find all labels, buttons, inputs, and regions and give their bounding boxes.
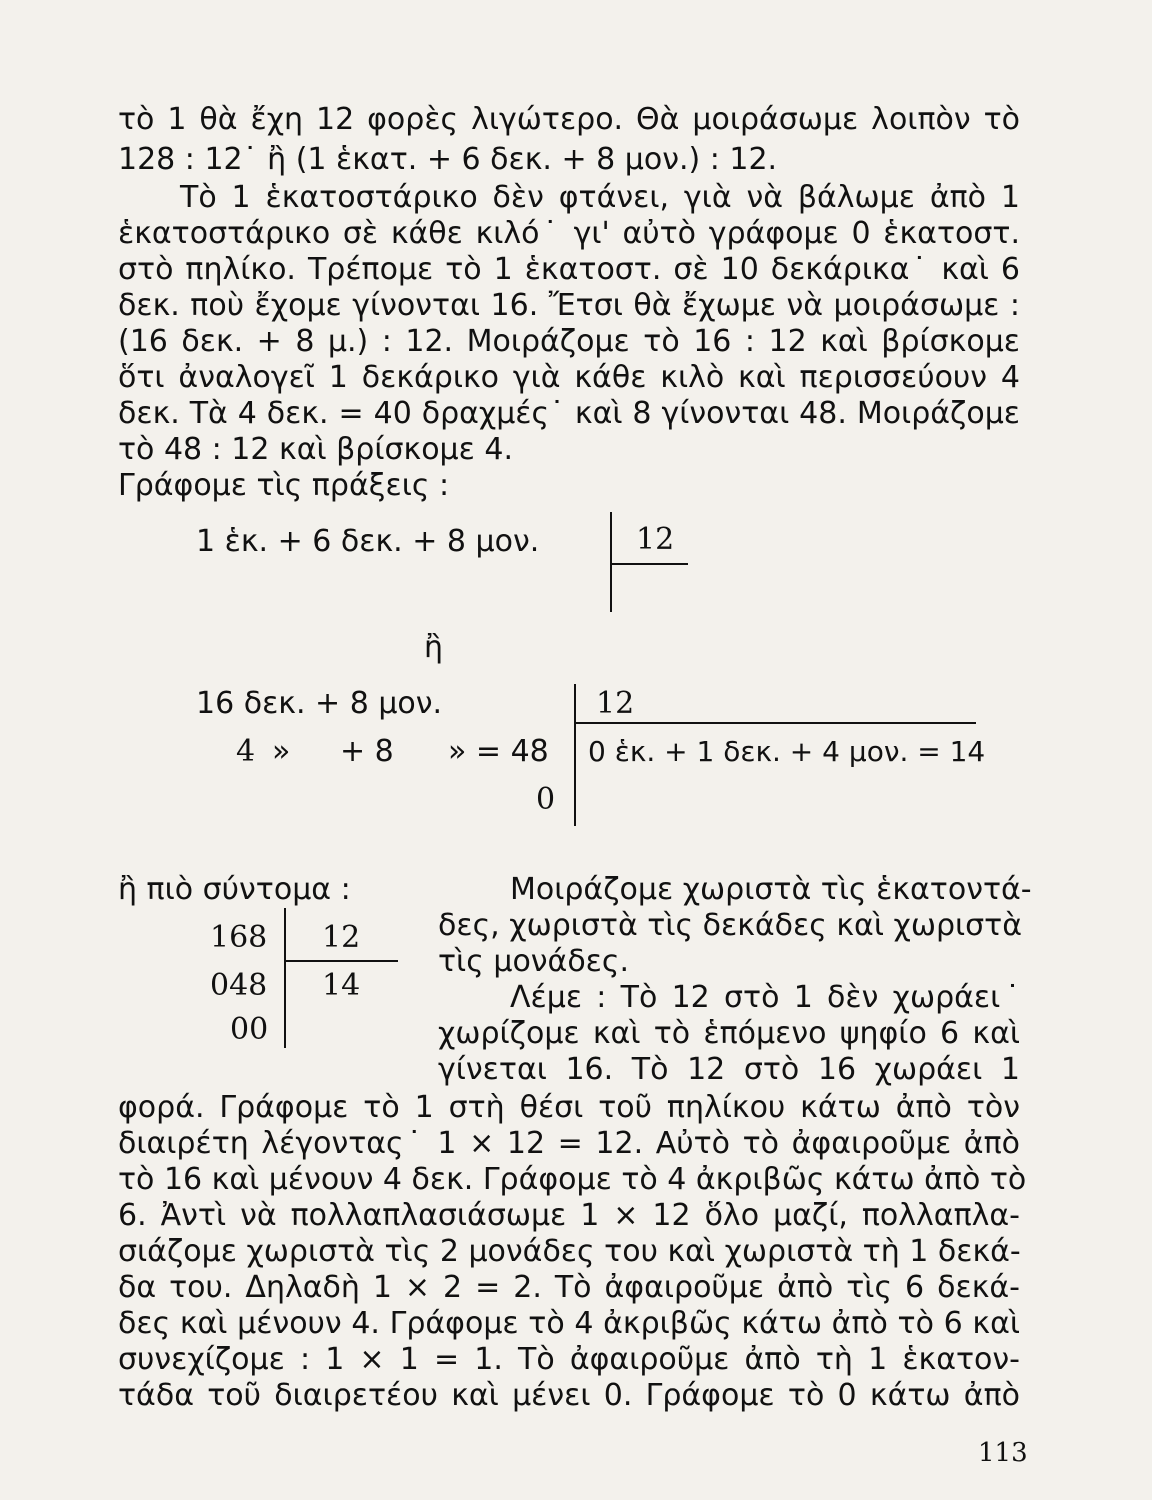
text-line: δες καὶ μένουν 4. Γράφομε τὸ 4 ἀκριβῶς κάτω ἀπὸ τὸ 6 καὶ (118, 1306, 1020, 1341)
text-line: δα του. Δηλαδὴ 1 × 2 = 2. Τὸ ἀφαιροῦμε ἀπὸ τὶς 6 δεκά- (118, 1270, 1020, 1305)
text-line: ὅτι ἀναλογεῖ 1 δεκάρικο γιὰ κάθε κιλὸ καὶ περισσεύουν 4 (118, 360, 1020, 395)
text-line: στὸ πηλίκο. Τρέπομε τὸ 1 ἑκατοστ. σὲ 10 δεκάρικα˙ καὶ 6 (118, 252, 1020, 287)
text-line: χωρίζομε καὶ τὸ ἑπόμενο ψηφίο 6 καὶ (438, 1016, 1020, 1051)
text-line: τὶς μονάδες. (438, 944, 630, 979)
division2-row2-a: 4 (236, 734, 256, 769)
text-line: τάδα τοῦ διαιρετέου καὶ μένει 0. Γράφομε τὸ 0 κάτω ἀπὸ (118, 1378, 1020, 1413)
text-line: δεκ. ποὺ ἔχομε γίνονται 16. Ἔτσι θὰ ἔχωμε νὰ μοιράσωμε : (118, 288, 1020, 323)
division2-row1: 16 δεκ. + 8 μον. (196, 686, 443, 721)
or-word: ἢ (424, 630, 444, 665)
division-vertical-rule (284, 908, 286, 1048)
text-line: 6. Ἀντὶ νὰ πολλαπλασιάσωμε 1 × 12 ὅλο μαζί, πολλαπλα- (118, 1198, 1020, 1233)
text-line: 128 : 12˙ ἢ (1 ἑκατ. + 6 δεκ. + 8 μον.) : 12. (118, 142, 778, 177)
division1-dividend: 1 ἑκ. + 6 δεκ. + 8 μον. (196, 524, 540, 559)
division2-row2-c: + 8 (340, 734, 394, 769)
text-line: δεκ. Τὰ 4 δεκ. = 40 δραχμές˙ καὶ 8 γίνονται 48. Μοιράζομε (118, 396, 1020, 431)
division2-quotient: 0 ἑκ. + 1 δεκ. + 4 μον. = 14 (588, 735, 986, 768)
division3-remainder2: 00 (230, 1012, 269, 1047)
text-line: διαιρέτη λέγοντας˙ 1 × 12 = 12. Αὐτὸ τὸ ἀφαιροῦμε ἀπὸ (118, 1126, 1020, 1161)
division-vertical-rule (610, 512, 612, 612)
text-line: Τὸ 1 ἑκατοστάρικο δὲν φτάνει, γιὰ νὰ βάλωμε ἀπὸ 1 (180, 180, 1020, 215)
division2-row2-d: » = 48 (448, 734, 549, 769)
text-line: τὸ 1 θὰ ἔχη 12 φορὲς λιγώτερο. Θὰ μοιράσωμε λοιπὸν τὸ (118, 102, 1020, 137)
text-line: συνεχίζομε : 1 × 1 = 1. Τὸ ἀφαιροῦμε ἀπὸ τὴ 1 ἑκατον- (118, 1342, 1020, 1377)
division2-row3: 0 (536, 782, 556, 817)
division-horizontal-rule (286, 960, 398, 962)
text-line: δες, χωριστὰ τὶς δεκάδες καὶ χωριστὰ (438, 908, 1023, 943)
division-horizontal-rule (612, 563, 688, 565)
page-number: 113 (978, 1438, 1028, 1468)
division3-remainder1: 048 (210, 968, 268, 1003)
text-line: (16 δεκ. + 8 μ.) : 12. Μοιράζομε τὸ 16 : 12 καὶ βρίσκομε (118, 324, 1020, 359)
text-line: Λέμε : Τὸ 12 στὸ 1 δὲν χωράει˙ (510, 980, 1020, 1015)
division-vertical-rule (574, 684, 576, 826)
division3-quotient: 14 (322, 968, 361, 1003)
text-line: τὸ 48 : 12 καὶ βρίσκομε 4. (118, 432, 514, 467)
text-line: ἑκατοστάρικο σὲ κάθε κιλό˙ γι' αὐτὸ γράφομε 0 ἑκατοστ. (118, 216, 1020, 251)
text-line: γίνεται 16. Τὸ 12 στὸ 16 χωράει 1 (438, 1052, 1020, 1087)
division-horizontal-rule (576, 722, 976, 724)
text-line: τὸ 16 καὶ μένουν 4 δεκ. Γράφομε τὸ 4 ἀκριβῶς κάτω ἀπὸ τὸ (118, 1162, 1027, 1197)
division3-dividend: 168 (210, 920, 268, 955)
division3-divisor: 12 (322, 920, 361, 955)
division2-row2-b: » (272, 734, 291, 769)
operations-label: Γράφομε τὶς πράξεις : (118, 468, 450, 503)
text-line: Μοιράζομε χωριστὰ τὶς ἑκατοντά- (510, 872, 1032, 907)
division1-divisor: 12 (636, 522, 675, 557)
text-line: σιάζομε χωριστὰ τὶς 2 μονάδες του καὶ χωριστὰ τὴ 1 δεκά- (118, 1234, 1021, 1269)
division2-divisor: 12 (596, 686, 635, 721)
text-line: φορά. Γράφομε τὸ 1 στὴ θέσι τοῦ πηλίκου κάτω ἀπὸ τὸν (118, 1090, 1020, 1125)
shorter-label: ἢ πιὸ σύντομα : (118, 872, 351, 907)
